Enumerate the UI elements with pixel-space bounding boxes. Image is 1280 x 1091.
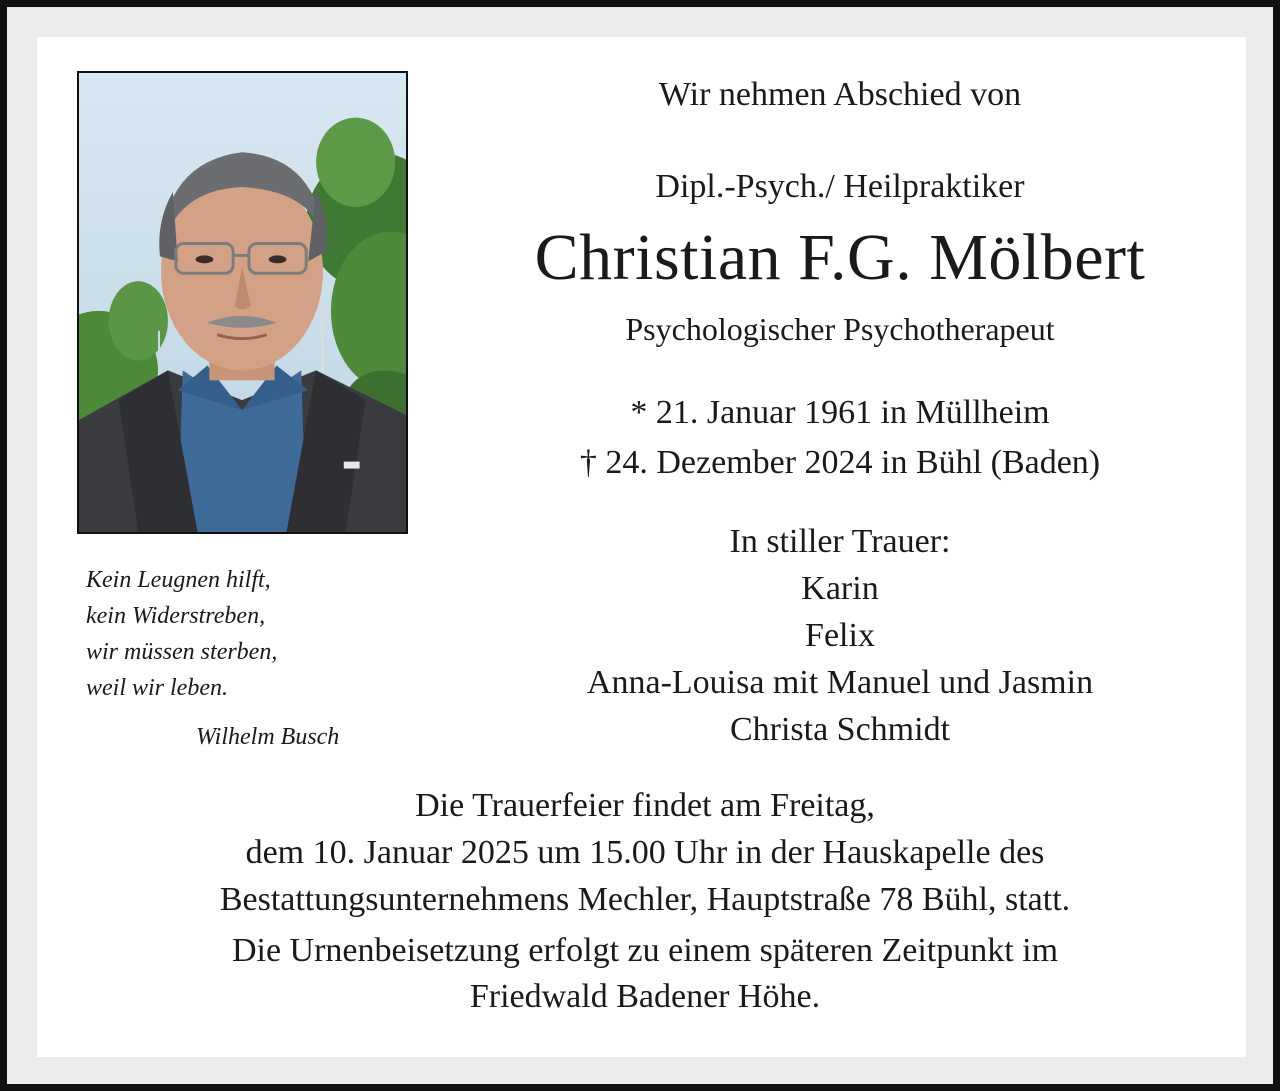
- academic-title: Dipl.-Psych./ Heilpraktiker: [655, 168, 1025, 205]
- deceased-name: Christian F.G. Mölbert: [534, 221, 1146, 294]
- mourning-heading: In stiller Trauer:: [729, 523, 951, 560]
- quote-line: wir müssen sterben,: [86, 639, 278, 665]
- funeral-line: dem 10. Januar 2025 um 15.00 Uhr in der Hauskapelle des: [245, 834, 1045, 871]
- quote-line: Kein Leugnen hilft,: [86, 567, 271, 593]
- portrait-illustration: [79, 73, 406, 532]
- burial-info: [50, 928, 1240, 1020]
- death-date: † 24. Dezember 2024 in Bühl (Baden): [579, 444, 1101, 481]
- profession: Psychologischer Psychotherapeut: [625, 311, 1055, 347]
- mourner-name: Karin: [801, 570, 879, 607]
- quote-line: kein Widerstreben,: [86, 603, 266, 629]
- portrait-photo: [77, 71, 408, 534]
- funeral-line: Bestattungsunternehmens Mechler, Hauptstraße 78 Bühl, statt.: [219, 881, 1071, 918]
- funeral-line: Die Trauerfeier findet am Freitag,: [415, 787, 875, 824]
- life-dates: [470, 388, 1210, 488]
- mourner-name: Anna-Louisa mit Manuel und Jasmin: [586, 664, 1094, 701]
- quote-line: weil wir leben.: [86, 675, 228, 701]
- mourner-name: Christa Schmidt: [729, 711, 951, 748]
- intro-text: Wir nehmen Abschied von: [658, 76, 1022, 113]
- mourner-name: Felix: [805, 617, 875, 654]
- mourners-list: [470, 518, 1210, 753]
- funeral-info: [50, 782, 1240, 923]
- quote-author: Wilhelm Busch: [196, 724, 340, 750]
- burial-line: Die Urnenbeisetzung erfolgt zu einem späteren Zeitpunkt im: [231, 932, 1059, 969]
- birth-date: * 21. Januar 1961 in Müllheim: [630, 394, 1050, 431]
- burial-line: Friedwald Badener Höhe.: [469, 978, 821, 1015]
- poem-quote: [86, 562, 416, 706]
